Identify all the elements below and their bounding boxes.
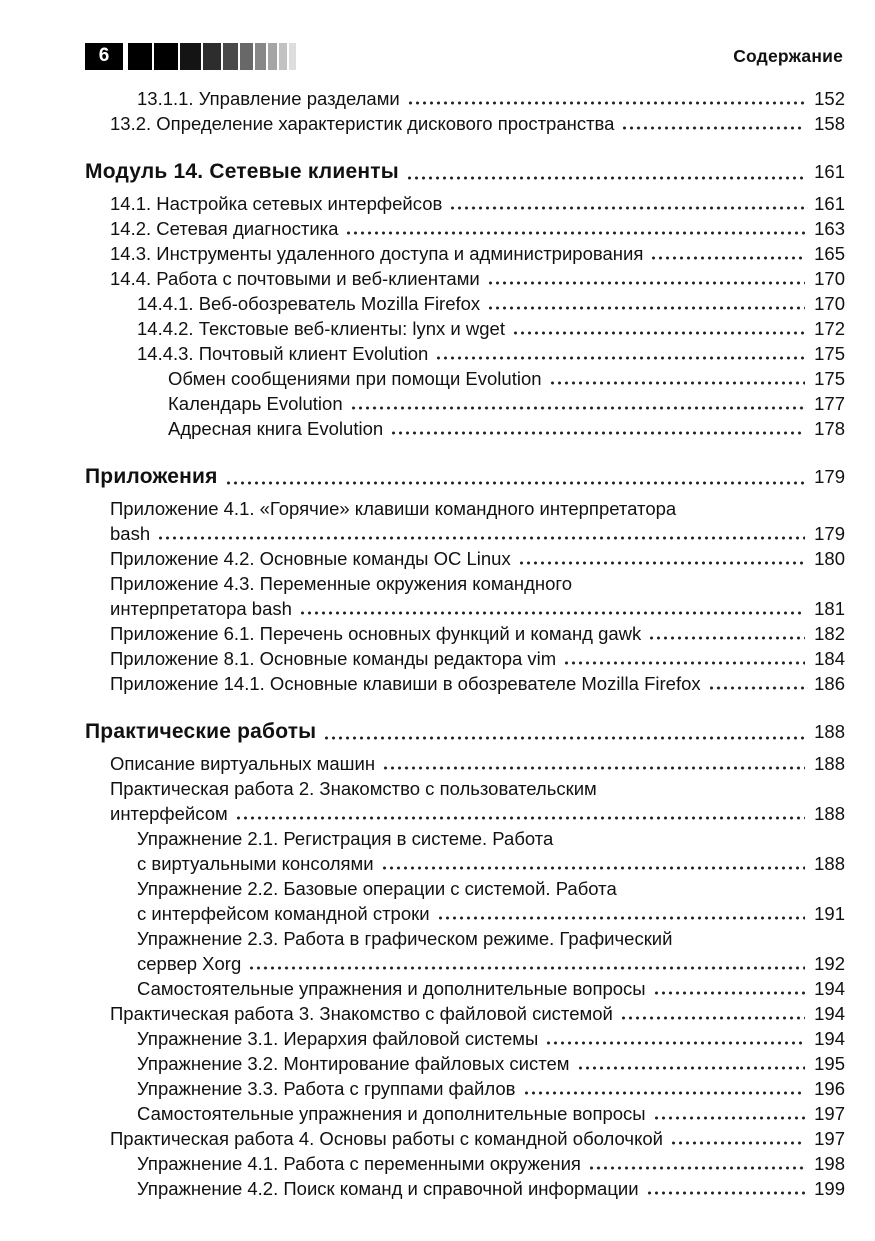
toc-entry-text: Адресная книга Evolution <box>168 418 384 439</box>
dot-leader <box>523 1076 805 1101</box>
dot-leader <box>299 596 805 621</box>
toc-entry-line <box>110 751 845 776</box>
toc-section-heading <box>85 462 845 491</box>
toc-page-number: 152 <box>814 88 845 109</box>
toc-page-number: 192 <box>814 953 845 974</box>
toc-entry-line <box>110 191 845 216</box>
toc-entry-text: интерпретатора bash <box>110 598 292 619</box>
running-title: Содержание <box>733 45 843 66</box>
toc-entry <box>85 1126 845 1151</box>
toc-entry-text: с интерфейсом командной строки <box>137 903 430 924</box>
toc-entry-text: 13.1.1. Управление разделами <box>137 88 400 109</box>
page-number-block <box>85 43 123 70</box>
toc-page-number: 177 <box>814 393 845 414</box>
toc-entry <box>85 646 845 671</box>
toc-entry-line <box>137 926 845 951</box>
toc-entry-line <box>110 671 845 696</box>
toc-entry-text: Приложение 6.1. Перечень основных функций и команд gawk <box>110 623 642 644</box>
toc-entry <box>85 671 845 696</box>
toc-entry-line <box>110 1126 845 1151</box>
toc-entry <box>85 86 845 111</box>
toc-entry-line <box>137 1101 845 1126</box>
toc-page-number: 196 <box>814 1078 845 1099</box>
toc-entry <box>85 776 845 826</box>
toc-entry-line <box>168 366 845 391</box>
toc-entry-line <box>137 876 845 901</box>
strip-bar <box>223 43 238 70</box>
toc-entry-text: Практическая работа 2. Знакомство с пользовательским <box>110 778 597 799</box>
toc-entry-line <box>168 416 845 441</box>
toc-entry-text: Практическая работа 4. Основы работы с командной оболочкой <box>110 1128 663 1149</box>
dot-leader <box>708 671 805 696</box>
dot-leader <box>350 391 805 416</box>
toc-entry <box>85 1001 845 1026</box>
toc-page-number: 194 <box>814 978 845 999</box>
dot-leader <box>588 1151 805 1176</box>
toc-page-number: 181 <box>814 598 845 619</box>
toc-entry <box>85 1151 845 1176</box>
toc-entry-text: 14.3. Инструменты удаленного доступа и администрирования <box>110 243 644 264</box>
strip-bar <box>255 43 266 70</box>
toc-entry-text: Практические работы <box>85 720 317 743</box>
toc-entry-text: Обмен сообщениями при помощи Evolution <box>168 368 542 389</box>
toc-entry-line <box>137 1076 845 1101</box>
toc-page-number: 194 <box>814 1003 845 1024</box>
toc-entry-line <box>110 266 845 291</box>
toc-entry-line <box>137 341 845 366</box>
toc-entry-text: Приложение 4.2. Основные команды ОС Linux <box>110 548 511 569</box>
toc-entry-text: 13.2. Определение характеристик дискового пространства <box>110 113 615 134</box>
page-header <box>85 42 843 70</box>
strip-bar <box>180 43 201 70</box>
toc-entry-text: Приложение 4.1. «Горячие» клавиши командного интерпретатора <box>110 498 677 519</box>
toc-page-number: 179 <box>814 466 845 487</box>
dot-leader <box>512 316 805 341</box>
toc-page-number: 175 <box>814 343 845 364</box>
toc-entry-line <box>137 86 845 111</box>
toc-entry <box>85 391 845 416</box>
dot-leader <box>345 216 805 241</box>
grayscale-strip <box>128 43 296 70</box>
toc-entry-line <box>137 1051 845 1076</box>
toc-page-number: 179 <box>814 523 845 544</box>
toc-entry-text: Приложение 8.1. Основные команды редактора vim <box>110 648 557 669</box>
toc-entry-text: Упражнение 2.1. Регистрация в системе. Работа <box>137 828 554 849</box>
toc-page-number: 197 <box>814 1103 845 1124</box>
toc-page-number: 195 <box>814 1053 845 1074</box>
dot-leader <box>248 951 805 976</box>
toc-page-number: 165 <box>814 243 845 264</box>
toc-page-number: 188 <box>814 803 845 824</box>
toc-entry-line <box>110 801 845 826</box>
toc-entry-text: 14.2. Сетевая диагностика <box>110 218 339 239</box>
toc-page-number: 163 <box>814 218 845 239</box>
toc-entry-line <box>110 646 845 671</box>
toc-section-heading <box>85 157 845 186</box>
dot-leader <box>646 1176 805 1201</box>
toc-entry <box>85 496 845 546</box>
dot-leader <box>225 462 805 491</box>
dot-leader <box>653 976 805 1001</box>
toc-entry-text: Упражнение 4.1. Работа с переменными окружения <box>137 1153 581 1174</box>
toc-entry-line <box>85 717 845 746</box>
toc-entry-line <box>110 216 845 241</box>
toc-page-number: 170 <box>814 268 845 289</box>
dot-leader <box>437 901 805 926</box>
toc-entry-line <box>137 291 845 316</box>
toc-page-number: 182 <box>814 623 845 644</box>
toc-entry <box>85 1076 845 1101</box>
table-of-contents <box>85 86 845 1201</box>
toc-entry <box>85 216 845 241</box>
dot-leader <box>235 801 805 826</box>
dot-leader <box>621 111 805 136</box>
dot-leader <box>406 157 805 186</box>
toc-page-number: 197 <box>814 1128 845 1149</box>
toc-entry-line <box>137 901 845 926</box>
toc-entry <box>85 826 845 876</box>
dot-leader <box>323 717 805 746</box>
toc-entry <box>85 546 845 571</box>
toc-entry <box>85 876 845 926</box>
toc-entry-text: Календарь Evolution <box>168 393 343 414</box>
dot-leader <box>545 1026 805 1051</box>
dot-leader <box>518 546 805 571</box>
toc-page-number: 191 <box>814 903 845 924</box>
dot-leader <box>549 366 805 391</box>
toc-page-number: 188 <box>814 721 845 742</box>
toc-entry-line <box>110 571 845 596</box>
toc-entry-line <box>110 521 845 546</box>
toc-page-number: 172 <box>814 318 845 339</box>
dot-leader <box>620 1001 805 1026</box>
toc-entry-text: 14.4. Работа с почтовыми и веб-клиентами <box>110 268 480 289</box>
toc-section-heading <box>85 717 845 746</box>
strip-bar <box>289 43 296 70</box>
toc-entry-line <box>110 241 845 266</box>
toc-entry-text: Упражнение 2.2. Базовые операции с системой. Работа <box>137 878 617 899</box>
toc-entry <box>85 621 845 646</box>
toc-entry-line <box>110 596 845 621</box>
dot-leader <box>407 86 805 111</box>
page-number: 6 <box>98 45 110 66</box>
toc-entry <box>85 1026 845 1051</box>
toc-entry-text: 14.4.2. Текстовые веб-клиенты: lynx и wget <box>137 318 505 339</box>
toc-entry-line <box>85 157 845 186</box>
strip-bar <box>279 43 287 70</box>
toc-page-number: 199 <box>814 1178 845 1199</box>
dot-leader <box>653 1101 805 1126</box>
toc-entry-text: Модуль 14. Сетевые клиенты <box>85 160 399 183</box>
dot-leader <box>381 851 805 876</box>
toc-page-number: 175 <box>814 368 845 389</box>
toc-entry-line <box>85 462 845 491</box>
toc-entry-text: Упражнение 3.2. Монтирование файловых систем <box>137 1053 570 1074</box>
toc-entry-text: Приложения <box>85 465 218 488</box>
toc-page-number: 158 <box>814 113 845 134</box>
strip-bar <box>268 43 277 70</box>
toc-entry-text: Упражнение 4.2. Поиск команд и справочной информации <box>137 1178 639 1199</box>
toc-entry-text: 14.4.3. Почтовый клиент Evolution <box>137 343 429 364</box>
strip-bar <box>203 43 221 70</box>
toc-entry-line <box>137 1176 845 1201</box>
toc-entry <box>85 316 845 341</box>
dot-leader <box>577 1051 805 1076</box>
toc-entry-text: Упражнение 3.1. Иерархия файловой системы <box>137 1028 539 1049</box>
dot-leader <box>670 1126 805 1151</box>
toc-entry-text: Приложение 14.1. Основные клавиши в обозревателе Mozilla Firefox <box>110 673 701 694</box>
dot-leader <box>563 646 805 671</box>
toc-page-number: 194 <box>814 1028 845 1049</box>
toc-entry-line <box>137 826 845 851</box>
toc-entry-line <box>110 546 845 571</box>
toc-page-number: 161 <box>814 161 845 182</box>
toc-page-number: 178 <box>814 418 845 439</box>
strip-bar <box>240 43 253 70</box>
toc-page-number: 180 <box>814 548 845 569</box>
toc-entry <box>85 1101 845 1126</box>
toc-entry-line <box>110 1001 845 1026</box>
toc-entry <box>85 241 845 266</box>
toc-entry <box>85 926 845 976</box>
toc-entry-text: Упражнение 2.3. Работа в графическом режиме. Графический <box>137 928 673 949</box>
toc-entry-text: сервер Xorg <box>137 953 242 974</box>
toc-entry <box>85 751 845 776</box>
toc-entry-text: интерфейсом <box>110 803 228 824</box>
toc-entry-text: Самостоятельные упражнения и дополнительные вопросы <box>137 1103 646 1124</box>
toc-entry-line <box>137 951 845 976</box>
toc-page-number: 198 <box>814 1153 845 1174</box>
toc-entry <box>85 111 845 136</box>
toc-page-number: 186 <box>814 673 845 694</box>
toc-entry-text: с виртуальными консолями <box>137 853 374 874</box>
dot-leader <box>435 341 805 366</box>
dot-leader <box>487 291 805 316</box>
dot-leader <box>390 416 805 441</box>
toc-entry-line <box>110 111 845 136</box>
toc-entry-text: Самостоятельные упражнения и дополнительные вопросы <box>137 978 646 999</box>
toc-entry-line <box>110 621 845 646</box>
dot-leader <box>648 621 805 646</box>
toc-entry-line <box>137 1026 845 1051</box>
toc-entry-line <box>137 316 845 341</box>
toc-page-number: 170 <box>814 293 845 314</box>
toc-entry <box>85 366 845 391</box>
toc-entry-line <box>137 851 845 876</box>
toc-entry-text: 14.1. Настройка сетевых интерфейсов <box>110 193 443 214</box>
toc-entry-text: Практическая работа 3. Знакомство с файловой системой <box>110 1003 613 1024</box>
dot-leader <box>449 191 805 216</box>
toc-entry-text: Упражнение 3.3. Работа с группами файлов <box>137 1078 516 1099</box>
toc-entry <box>85 341 845 366</box>
toc-entry <box>85 291 845 316</box>
toc-entry-line <box>168 391 845 416</box>
dot-leader <box>382 751 805 776</box>
toc-entry-text: 14.4.1. Веб-обозреватель Mozilla Firefox <box>137 293 481 314</box>
toc-entry <box>85 1176 845 1201</box>
toc-page-number: 188 <box>814 753 845 774</box>
toc-entry-line <box>110 776 845 801</box>
toc-page-number: 161 <box>814 193 845 214</box>
toc-entry <box>85 571 845 621</box>
toc-entry <box>85 1051 845 1076</box>
strip-bar <box>154 43 178 70</box>
toc-entry-line <box>137 1151 845 1176</box>
toc-entry-text: bash <box>110 523 151 544</box>
toc-page-number: 184 <box>814 648 845 669</box>
toc-entry-line <box>110 496 845 521</box>
toc-entry <box>85 266 845 291</box>
strip-bar <box>128 43 152 70</box>
dot-leader <box>650 241 805 266</box>
toc-entry-line <box>137 976 845 1001</box>
toc-entry <box>85 416 845 441</box>
toc-entry-text: Описание виртуальных машин <box>110 753 376 774</box>
toc-entry-text: Приложение 4.3. Переменные окружения командного <box>110 573 573 594</box>
dot-leader <box>157 521 805 546</box>
toc-entry <box>85 191 845 216</box>
dot-leader <box>487 266 805 291</box>
toc-page-number: 188 <box>814 853 845 874</box>
toc-entry <box>85 976 845 1001</box>
